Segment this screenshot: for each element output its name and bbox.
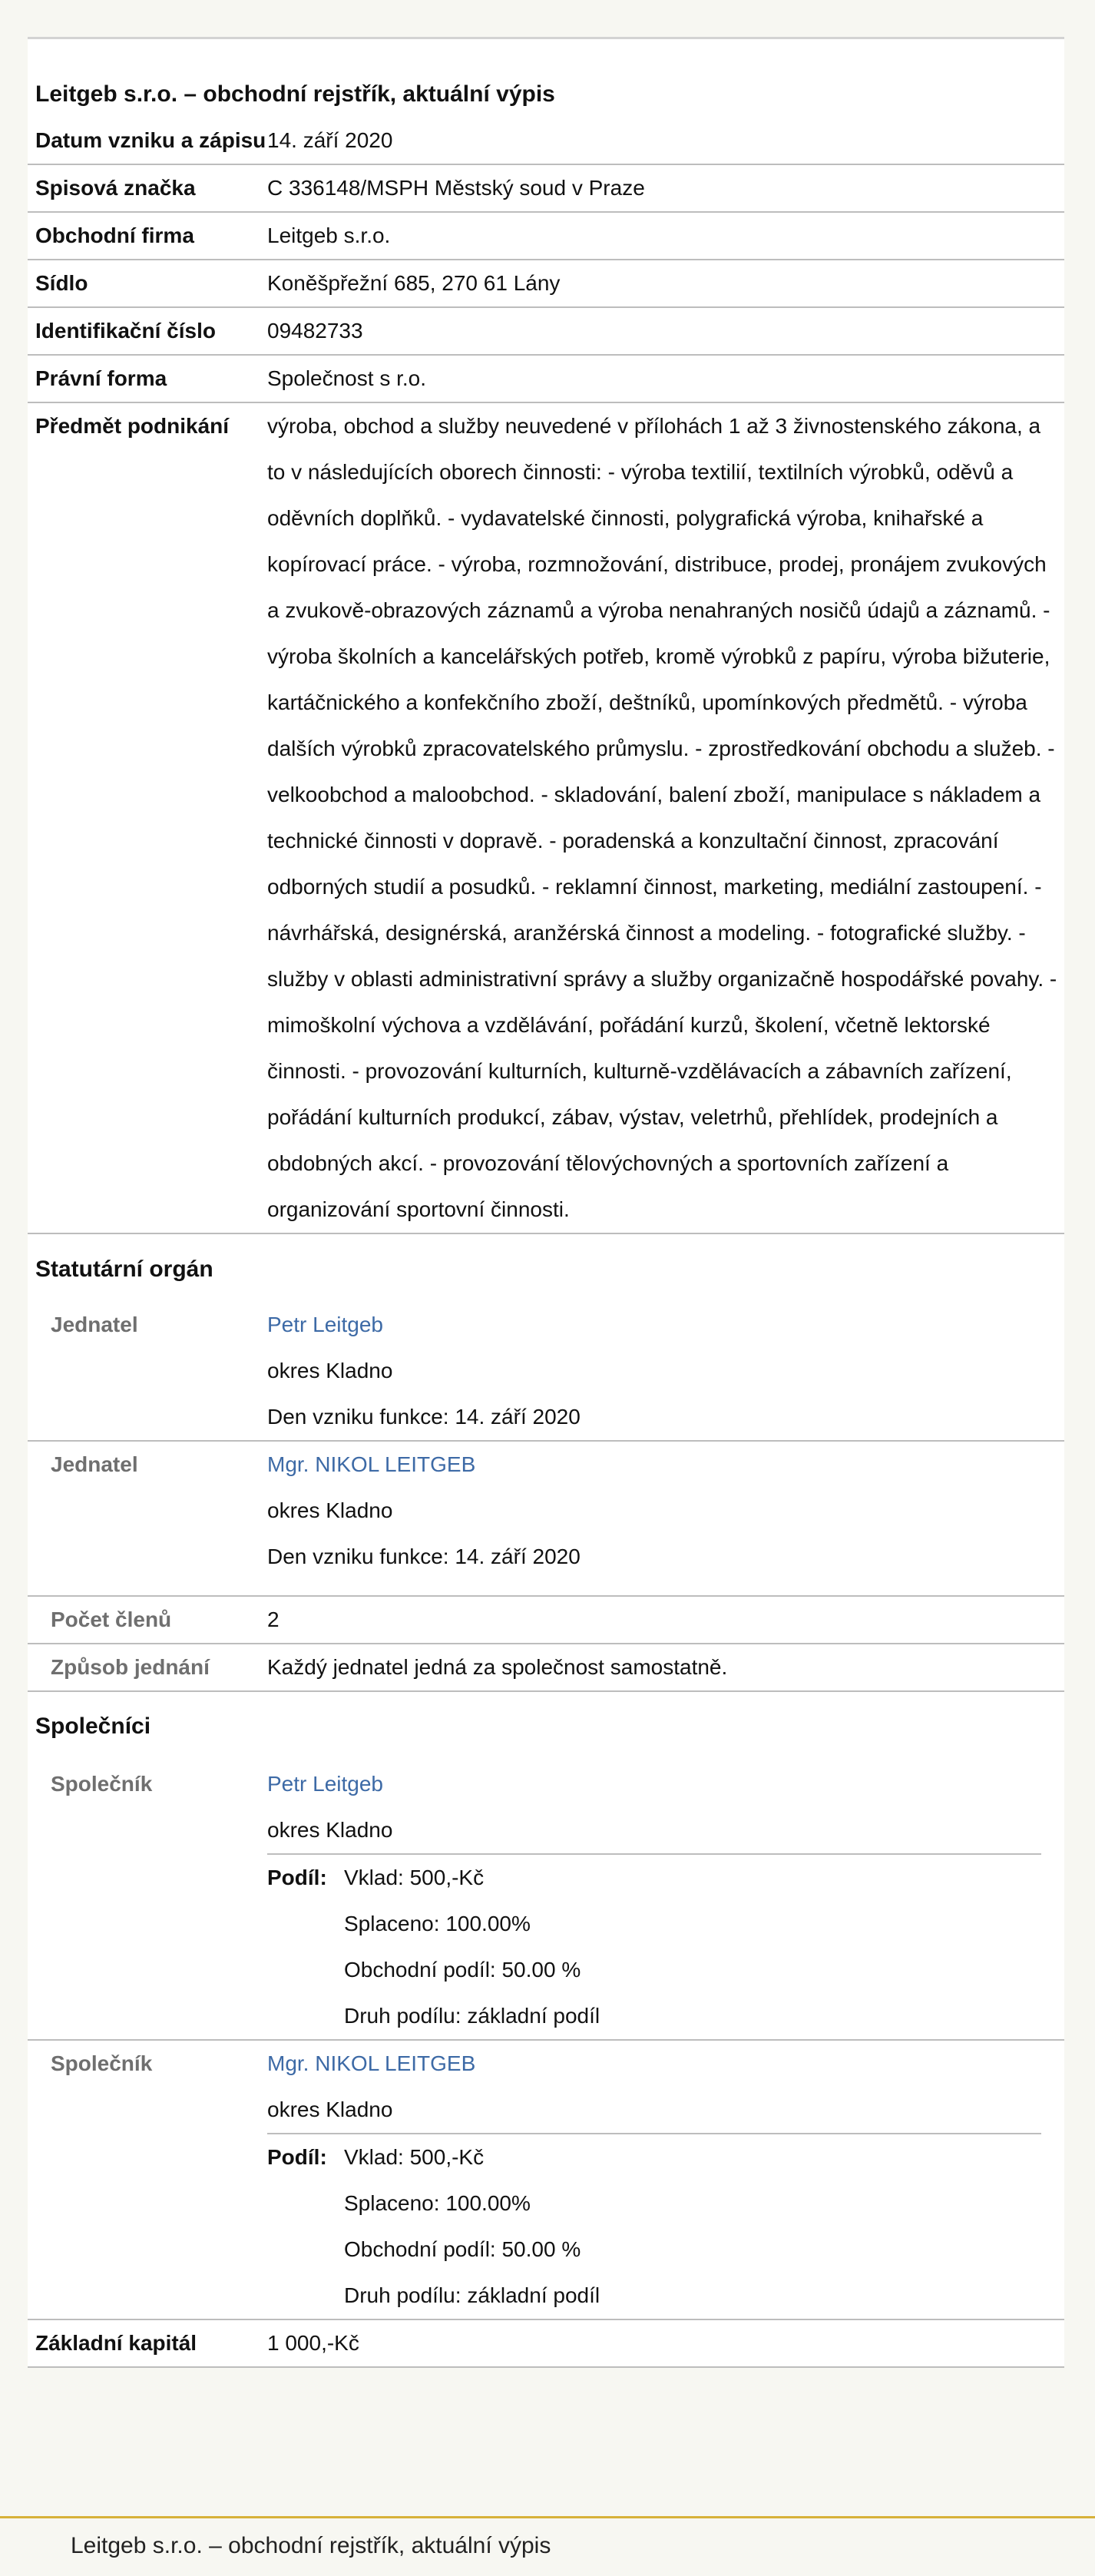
field-row-founding-date	[28, 118, 1064, 165]
acting-method-label: Způsob jednání	[51, 1655, 210, 1679]
page-title: Leitgeb s.r.o. – obchodní rejstřík, aktuální výpis	[35, 81, 555, 107]
field-row-seat	[28, 260, 1064, 308]
share-paid: Splaceno: 100.00%	[344, 2191, 531, 2215]
field-row-business-activity	[28, 403, 1064, 1234]
footer-title: Leitgeb s.r.o. – obchodní rejstřík, aktuální výpis	[71, 2533, 551, 2558]
share-label: Podíl:	[267, 1866, 327, 1889]
footer-bar	[0, 2516, 1095, 2576]
acting-method-row	[28, 1644, 1064, 1692]
share-deposit: Vklad: 500,-Kč	[344, 1866, 485, 1889]
field-value: Společnost s r.o.	[267, 366, 427, 390]
field-row-capital	[28, 2320, 1064, 2368]
capital-label: Základní kapitál	[35, 2331, 197, 2355]
partner-share	[267, 2133, 1041, 2319]
section-heading-partners: Společníci	[35, 1713, 151, 1739]
member-since: Den vzniku funkce: 14. září 2020	[267, 1545, 581, 1568]
field-row-id-number	[28, 308, 1064, 356]
partner-row	[28, 1761, 1064, 2041]
share-paid: Splaceno: 100.00%	[344, 1912, 531, 1935]
statutory-member	[28, 1302, 1064, 1442]
member-role: Jednatel	[51, 1313, 138, 1336]
partner-role: Společník	[51, 2051, 153, 2075]
member-district: okres Kladno	[267, 1498, 393, 1522]
partner-share	[267, 1853, 1041, 2039]
member-count-row	[28, 1597, 1064, 1644]
field-label: Sídlo	[35, 271, 88, 295]
field-row-legal-form	[28, 356, 1064, 403]
field-label: Datum vzniku a zápisu	[35, 128, 266, 152]
field-row-business-name	[28, 213, 1064, 260]
share-business: Obchodní podíl: 50.00 %	[344, 2237, 581, 2261]
acting-method-value: Každý jednatel jedná za společnost samostatně.	[267, 1655, 728, 1679]
field-label: Spisová značka	[35, 176, 196, 200]
field-row-file-number	[28, 165, 1064, 213]
partner-district: okres Kladno	[267, 2098, 393, 2121]
share-type: Druh podílu: základní podíl	[344, 2283, 600, 2307]
member-count-label: Počet členů	[51, 1608, 172, 1631]
field-value: výroba, obchod a služby neuvedené v přílohách 1 až 3 živnostenského zákona, a to v následujících oborech činnosti: - výroba textilií, textilních výrobků, oděvů a oděvních doplňků. - vydavatelské činnosti, polygrafická výroba, knihařské a kopírovací práce. - výroba, rozmnožování, distribuce, prodej, pronájem zvukových a zvukově-obrazových záznamů a výroba nenahraných nosičů údajů a záznamů. - výroba školních a kancelářských potřeb, kromě výrobků z papíru, výroba bižuterie, kartáčnického a konfekčního zboží, deštníků, upomínkových předmětů. - výroba dalších výrobků zpracovatelského průmyslu. - zprostředkování obchodu a služeb. - velkoobchod a maloobchod. - skladování, balení zboží, manipulace s nákladem a technické činnosti v dopravě. - poradenská a konzultační činnost, zpracování odborných studií a posudků. - reklamní činnost, marketing, mediální zastoupení. - návrhářská, designérská, aranžérská činnost a modeling. - fotografické služby. - služby v oblasti administrativní správy a služby organizačně hospodářské povahy. - mimoškolní výchova a vzdělávání, pořádání kurzů, školení, včetně lektorské činnosti. - provozování kulturních, kulturně-vzdělávacích a zábavních zařízení, pořádání kulturních produkcí, zábav, výstav, veletrhů, přehlídek, prodejních a obdobných akcí. - provozování tělovýchovných a sportovních zařízení a organizování sportovní činnosti.	[267, 414, 1057, 1221]
section-heading-statutory: Statutární orgán	[35, 1257, 213, 1282]
partner-district: okres Kladno	[267, 1818, 393, 1842]
statutory-member	[28, 1442, 1064, 1597]
partner-name-link[interactable]: Mgr. NIKOL LEITGEB	[267, 2051, 476, 2075]
member-count-value: 2	[267, 1608, 280, 1631]
field-label: Identifikační číslo	[35, 319, 216, 343]
partner-row	[28, 2041, 1064, 2320]
field-value: C 336148/MSPH Městský soud v Praze	[267, 176, 645, 200]
member-since: Den vzniku funkce: 14. září 2020	[267, 1405, 581, 1429]
member-district: okres Kladno	[267, 1359, 393, 1382]
field-value: 09482733	[267, 319, 363, 343]
capital-value: 1 000,-Kč	[267, 2331, 359, 2355]
field-value: Koněšpřežní 685, 270 61 Lány	[267, 271, 561, 295]
member-name-link[interactable]: Mgr. NIKOL LEITGEB	[267, 1452, 476, 1476]
field-label: Právní forma	[35, 366, 167, 390]
share-type: Druh podílu: základní podíl	[344, 2004, 600, 2028]
share-label: Podíl:	[267, 2145, 327, 2169]
share-business: Obchodní podíl: 50.00 %	[344, 1958, 581, 1982]
share-deposit: Vklad: 500,-Kč	[344, 2145, 485, 2169]
field-label: Obchodní firma	[35, 223, 194, 247]
member-name-link[interactable]: Petr Leitgeb	[267, 1313, 383, 1336]
field-value: Leitgeb s.r.o.	[267, 223, 391, 247]
field-label: Předmět podnikání	[35, 414, 230, 438]
partner-name-link[interactable]: Petr Leitgeb	[267, 1772, 383, 1796]
register-extract-card	[28, 37, 1064, 2368]
field-value: 14. září 2020	[267, 128, 393, 152]
partner-role: Společník	[51, 1772, 153, 1796]
member-role: Jednatel	[51, 1452, 138, 1476]
